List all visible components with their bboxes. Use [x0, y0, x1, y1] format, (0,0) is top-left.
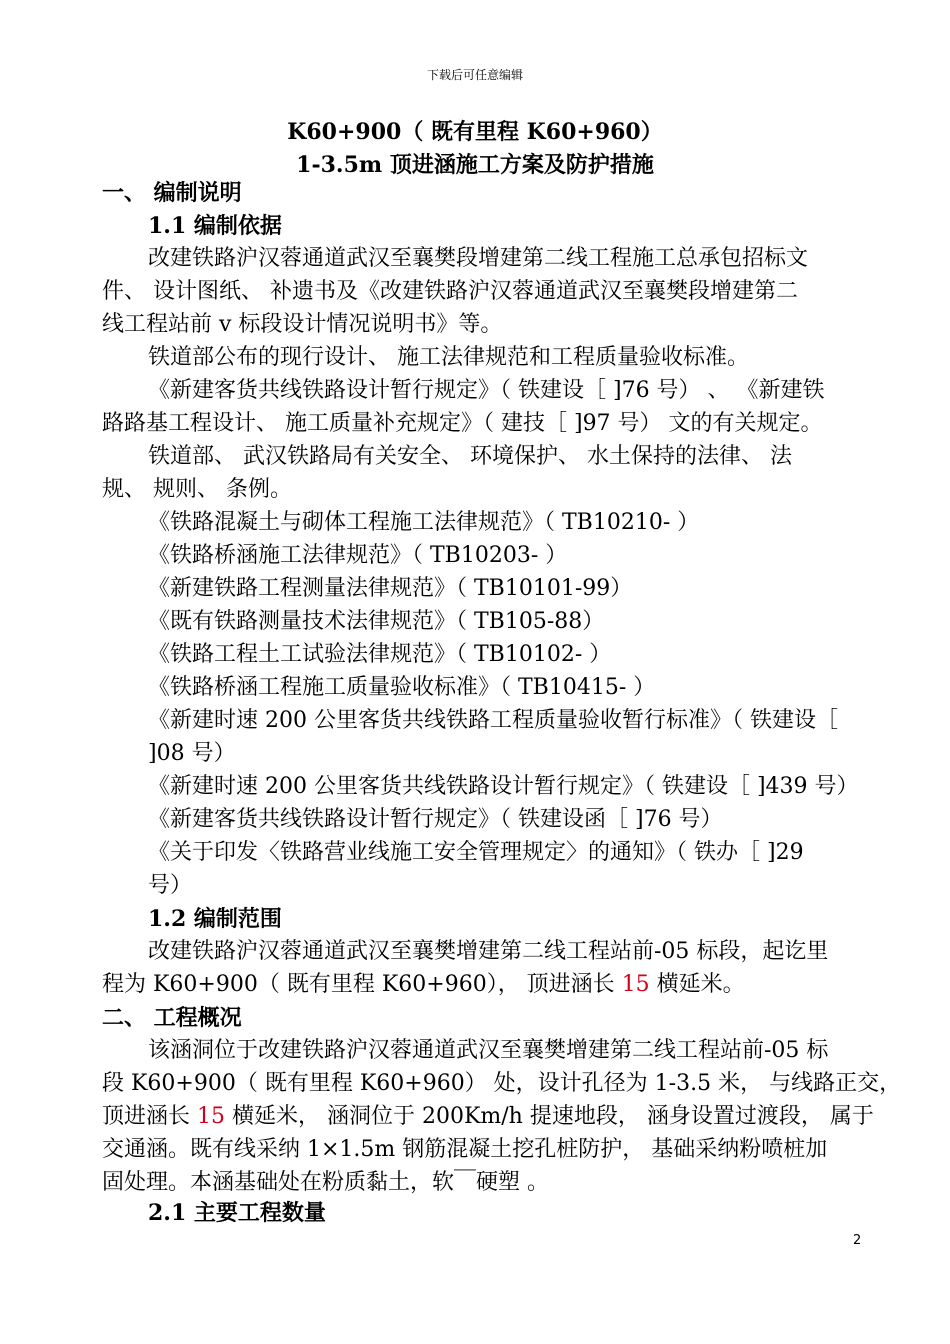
reference-item: 《既有铁路测量技术法律规范》（ TB105-88） [148, 609, 605, 634]
reference-item: 《关于印发〈铁路营业线施工安全管理规定〉的通知》（ 铁办［ ]29 [148, 840, 804, 865]
para-line: 路路基工程设计、 施工质量补充规定》（ 建技［ ]97 号） 文的有关规定。 [102, 411, 823, 436]
text-span: 横延米， 涵洞位于 200Km/h 提速地段， 涵身设置过渡段， 属于 [225, 1104, 874, 1129]
reference-item: 《新建时速 200 公里客货共线铁路工程质量验收暂行标准》（ 铁建设［ [148, 708, 838, 733]
para-line: 改建铁路沪汉蓉通道武汉至襄樊段增建第二线工程施工总承包招标文 [148, 246, 809, 271]
section12-heading: 1.2 编制范围 [148, 906, 282, 932]
doc-title-line2: 1-3.5m 顶进涵施工方案及防护措施 [296, 152, 654, 178]
para-line: 规、 规则、 条例。 [102, 477, 292, 502]
reference-item: 《新建客货共线铁路设计暂行规定》（ 铁建设函［ ]76 号） [148, 807, 723, 832]
highlight-number: 15 [197, 1104, 225, 1129]
para-line [102, 1102, 874, 1132]
para-line: 件、 设计图纸、 补遗书及《改建铁路沪汉蓉通道武汉至襄樊段增建第二 [102, 279, 798, 304]
section11-heading: 1.1 编制依据 [148, 213, 282, 239]
para-line: 《新建客货共线铁路设计暂行规定》（ 铁建设［ ]76 号） 、 《新建铁 [148, 378, 825, 403]
para-line: 线工程站前 v 标段设计情况说明书》等。 [102, 312, 503, 337]
para-line: 铁道部、 武汉铁路局有关安全、 环境保护、 水土保持的法律、 法 [148, 444, 792, 469]
para-line: 段 K60+900（ 既有里程 K60+960） 处，设计孔径为 1-3.5 米， 与线路正交， [102, 1071, 902, 1096]
section21-heading: 2.1 主要工程数量 [148, 1200, 326, 1226]
text-span: 横延米。 [649, 972, 745, 997]
text-span: 程为 K60+900（ 既有里程 K60+960）， 顶进涵长 [102, 972, 622, 997]
reference-item: 号） [148, 873, 193, 898]
para-line: 该涵洞位于改建铁路沪汉蓉通道武汉至襄樊增建第二线工程站前-05 标 [148, 1038, 829, 1063]
section1-heading: 一、 编制说明 [102, 180, 242, 206]
reference-item: 《铁路混凝土与砌体工程施工法律规范》（ TB10210- ） [148, 510, 700, 535]
reference-item: ]08 号） [148, 741, 236, 766]
para-line [102, 970, 745, 1000]
page-header-note: 下载后可任意编辑 [426, 68, 523, 82]
reference-item: 《铁路工程土工试验法律规范》（ TB10102- ） [148, 642, 612, 667]
page-number: 2 [853, 1233, 862, 1248]
para-line: 固处理。本涵基础处在粉质黏土，软￣硬塑 。 [102, 1170, 549, 1195]
para-line: 改建铁路沪汉蓉通道武汉至襄樊增建第二线工程站前-05 标段，起讫里 [148, 939, 829, 964]
reference-item: 《铁路桥涵工程施工质量验收标准》（ TB10415- ） [148, 675, 656, 700]
para-line: 交通涵。既有线采纳 1×1.5m 钢筋混凝土挖孔桩防护， 基础采纳粉喷桩加 [102, 1137, 828, 1162]
reference-item: 《铁路桥涵施工法律规范》（ TB10203- ） [148, 543, 568, 568]
reference-item: 《新建铁路工程测量法律规范》（ TB10101-99） [148, 576, 633, 601]
highlight-number: 15 [621, 972, 650, 997]
para-line: 铁道部公布的现行设计、 施工法律规范和工程质量验收标准。 [148, 345, 749, 370]
doc-title-line1: K60+900（ 既有里程 K60+960） [287, 119, 663, 145]
section2-heading: 二、 工程概况 [102, 1005, 242, 1031]
reference-item: 《新建时速 200 公里客货共线铁路设计暂行规定》（ 铁建设［ ]439 号） [148, 774, 859, 799]
text-span: 顶进涵长 [102, 1104, 197, 1129]
